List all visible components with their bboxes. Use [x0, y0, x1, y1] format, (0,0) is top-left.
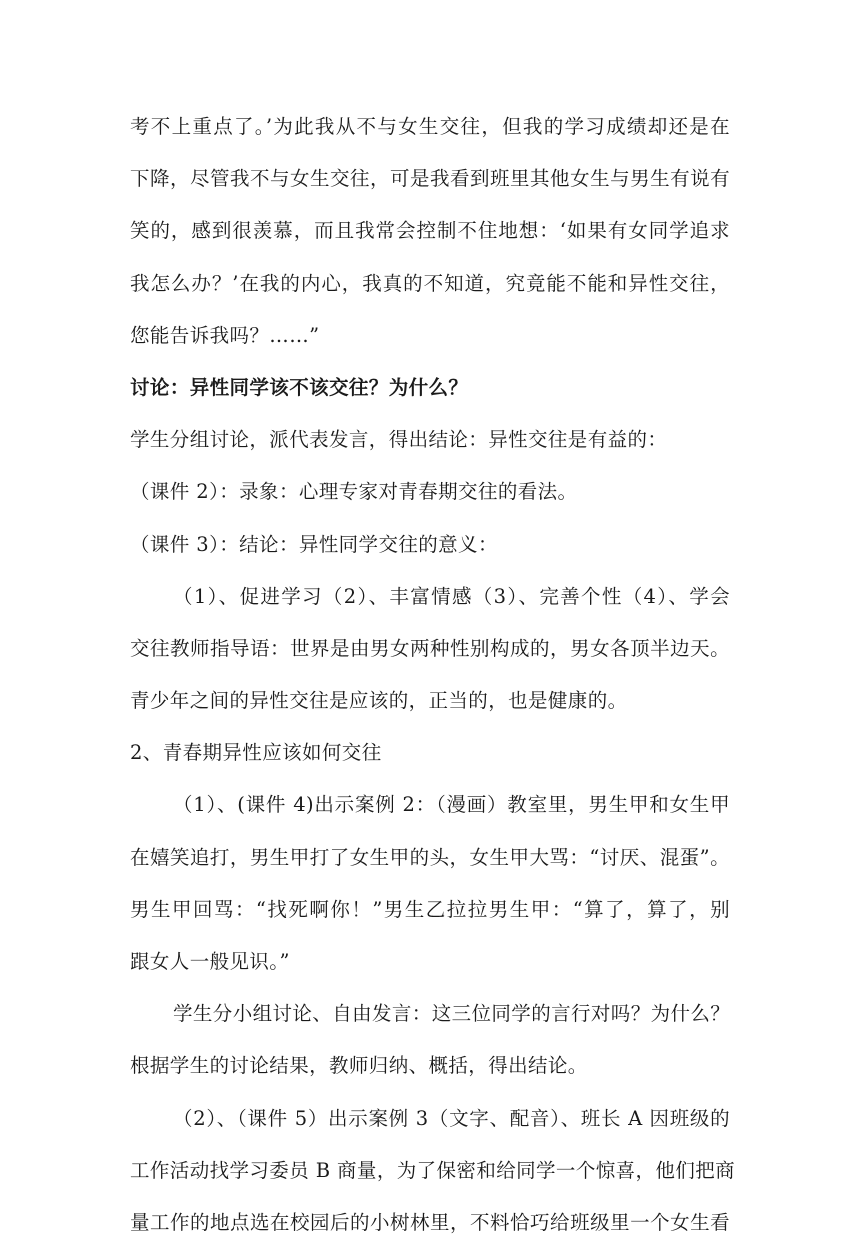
body-text-line: 根据学生的讨论结果，教师归纳、概括，得出结论。 — [130, 1054, 588, 1078]
body-text-line: 在嬉笑追打，男生甲打了女生甲的头，女生甲大骂：“讨厌、混蛋”。 — [130, 845, 730, 869]
body-text-line: 量工作的地点选在校园后的小树林里，不料恰巧给班级里一个女生看 — [130, 1210, 730, 1234]
body-text-line: （课件 2）：录象：心理专家对青春期交往的看法。 — [130, 480, 578, 504]
body-text-line: 下降，尽管我不与女生交往，可是我看到班里其他女生与男生有说有 — [130, 167, 730, 191]
body-text-line: 笑的，感到很羡慕，而且我常会控制不住地想：‘如果有女同学追求 — [130, 219, 730, 243]
body-text-line: （1）、促进学习（2）、丰富情感（3）、完善个性（4）、学会 — [173, 584, 730, 608]
body-text-line: 学生分组讨论，派代表发言，得出结论：异性交往是有益的： — [130, 428, 668, 452]
body-text-line: （1）、(课件 4)出示案例 2：（漫画）教室里，男生甲和女生甲 — [173, 793, 730, 817]
document-page — [130, 101, 736, 1249]
body-text-line: 交往教师指导语：世界是由男女两种性别构成的，男女各顶半边天。 — [130, 636, 730, 660]
body-text-line: 学生分小组讨论、自由发言：这三位同学的言行对吗？为什么？ — [173, 1002, 731, 1026]
section-heading: 2、青春期异性应该如何交往 — [130, 741, 382, 765]
body-text-line: 考不上重点了。’为此我从不与女生交往，但我的学习成绩却还是在 — [130, 115, 730, 138]
body-text-line: （2）、（课件 5）出示案例 3（文字、配音）、班长 A 因班级的 — [173, 1106, 730, 1130]
body-text-line: 青少年之间的异性交往是应该的，正当的，也是健康的。 — [130, 689, 628, 713]
discussion-heading: 讨论：异性同学该不该交往？为什么？ — [130, 375, 469, 399]
body-text-line: （课件 3）：结论：异性同学交往的意义： — [130, 532, 498, 556]
body-text-line: 我怎么办？’在我的内心，我真的不知道，究竟能不能和异性交往， — [130, 271, 730, 295]
body-text-line: 工作活动找学习委员 B 商量，为了保密和给同学一个惊喜，他们把商 — [130, 1158, 736, 1182]
body-text-line: 跟女人一般见识。” — [130, 950, 290, 973]
body-text-line: 男生甲回骂：“找死啊你！”男生乙拉拉男生甲：“算了，算了，别 — [130, 897, 730, 921]
body-text-line: 您能告诉我吗？……” — [130, 323, 320, 347]
